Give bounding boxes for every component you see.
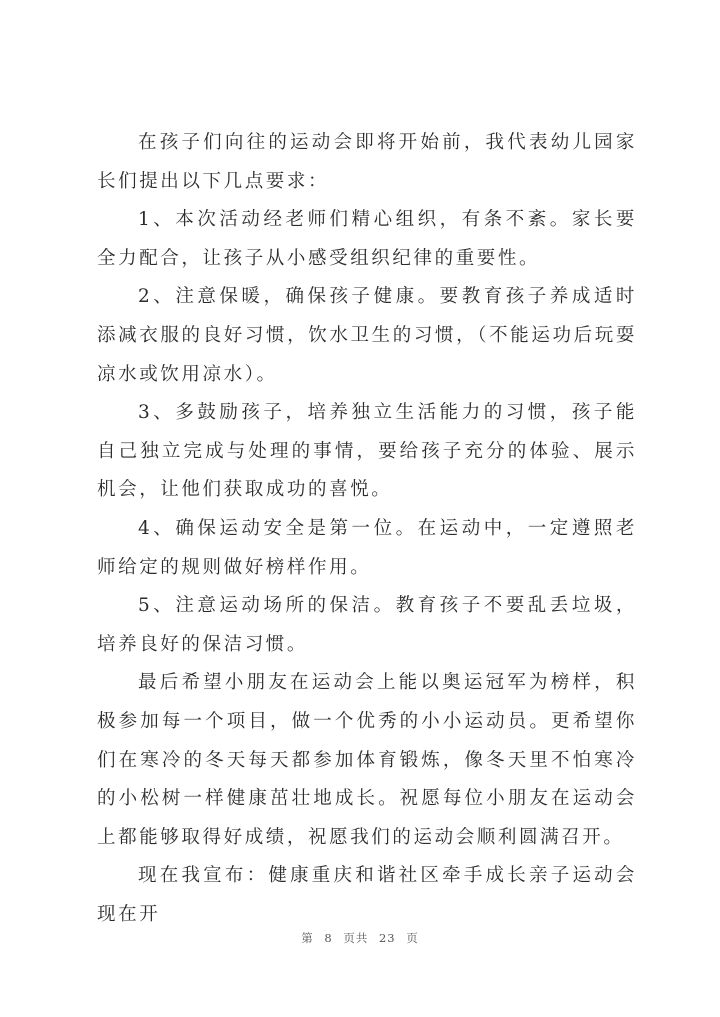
paragraph-item-3: 3、多鼓励孩子，培养独立生活能力的习惯，孩子能自己独立完成与处理的事情，要给孩子充分的体验、展示机会，让他们获取成功的喜悦。 — [97, 402, 637, 501]
paragraph-announcement: 现在我宣布：健康重庆和谐社区牵手成长亲子运动会现在开 — [97, 865, 637, 925]
document-body — [97, 124, 637, 934]
paragraph-item-5: 5、注意运动场所的保洁。教育孩子不要乱丢垃圾，培养良好的保洁习惯。 — [97, 595, 637, 655]
paragraph-intro: 在孩子们向往的运动会即将开始前，我代表幼儿园家长们提出以下几点要求： — [97, 132, 637, 192]
page-number-footer: 第 8 页共 23 页 — [301, 931, 419, 945]
paragraph-item-4: 4、确保运动安全是第一位。在运动中，一定遵照老师给定的规则做好榜样作用。 — [97, 517, 637, 578]
paragraph-closing: 最后希望小朋友在运动会上能以奥运冠军为榜样，积极参加每一个项目，做一个优秀的小小运动员。更希望你们在寒冷的冬天每天都参加体育锻炼，像冬天里不怕寒冷的小松树一样健康茁壮地成长。祝愿每位小朋友在运动会上都能够取得好成绩，祝愿我们的运动会顺利圆满召开。 — [97, 672, 637, 848]
paragraph-item-1: 1、本次活动经老师们精心组织，有条不紊。家长要全力配合，让孩子从小感受组织纪律的重要性。 — [97, 209, 637, 269]
paragraph-item-2: 2、注意保暖，确保孩子健康。要教育孩子养成适时添减衣服的良好习惯，饮水卫生的习惯，（不能运功后玩耍凉水或饮用凉水）。 — [97, 286, 637, 385]
